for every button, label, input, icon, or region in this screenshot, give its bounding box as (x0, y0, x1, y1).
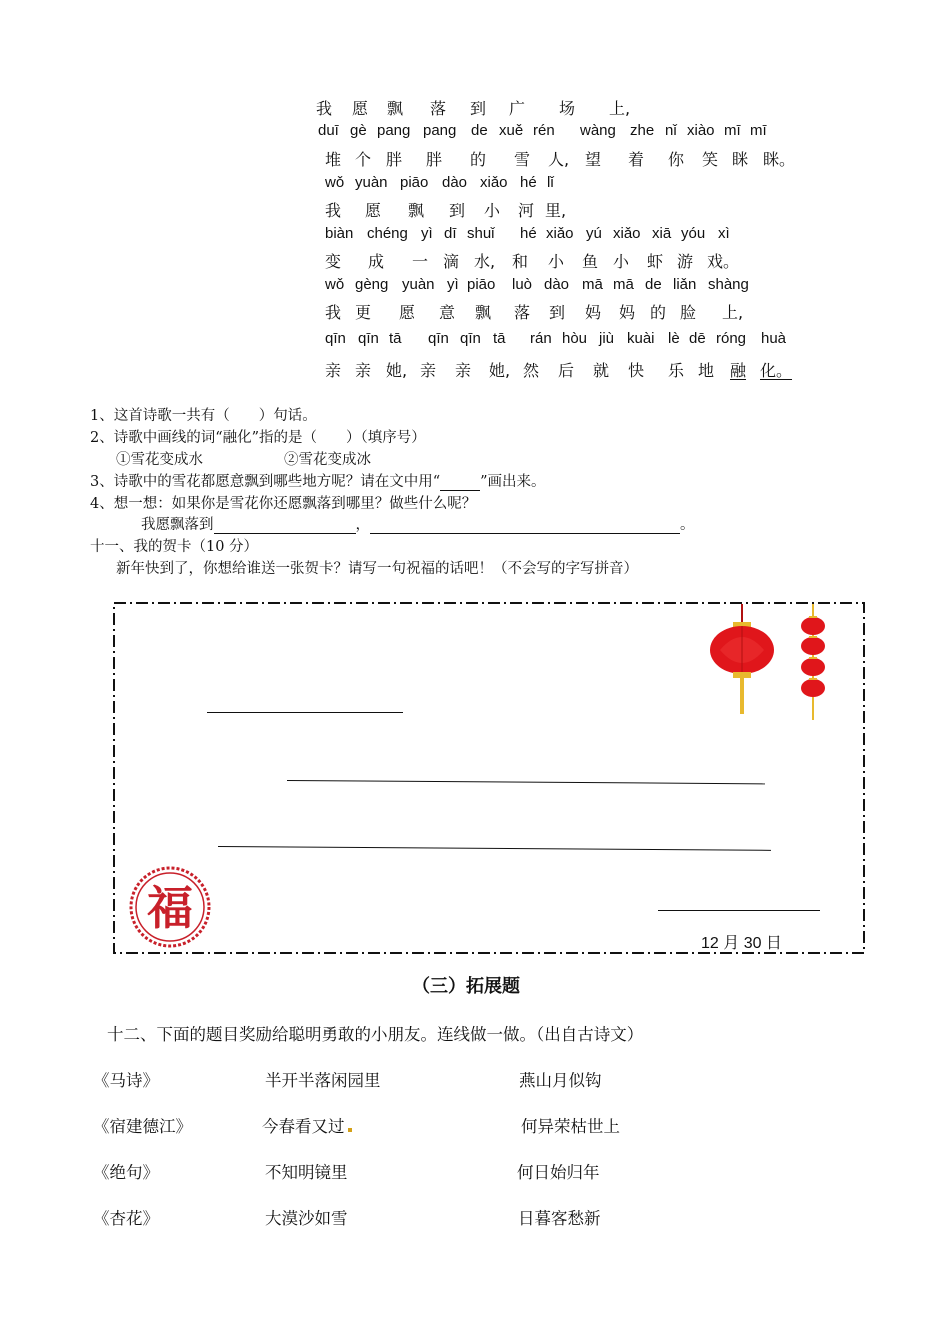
poem-pinyin: pang (377, 122, 411, 139)
poem-char: 里, (545, 201, 567, 220)
poem-char: 飘 (408, 201, 425, 220)
poem-char: 上, (722, 303, 744, 322)
poem-char: 亲 (455, 361, 472, 380)
poem-char: 个 (355, 150, 372, 169)
poem-char: 场 (559, 99, 576, 118)
question-1: 1、这首诗歌一共有（ ）句话。 (90, 408, 317, 424)
poem-char: 我 (316, 99, 333, 118)
poem-char: 戏。 (707, 252, 740, 271)
poem-pinyin: xiào (687, 122, 715, 139)
poem-pinyin: luò (512, 276, 533, 293)
poem-pinyin: yì (447, 276, 459, 293)
poem-pinyin: mī (724, 122, 741, 139)
poem-pinyin: xiǎo (613, 225, 641, 242)
poem-pinyin: dē (689, 330, 706, 347)
poem-line-middle[interactable]: 半开半落闲园里 (265, 1071, 381, 1090)
poem-pinyin: yì (421, 225, 433, 242)
poem-char: 然 (523, 361, 540, 380)
poem-pinyin: xì (718, 225, 730, 242)
poem-pinyin: piāo (467, 276, 496, 293)
poem-pinyin: yuàn (402, 276, 435, 293)
poem-char: 变 (325, 252, 342, 271)
poem-line-middle[interactable]: 不知明镜里 (265, 1163, 348, 1182)
fill-comma: ， (355, 517, 370, 533)
poem-pinyin: qīn (460, 330, 481, 347)
poem-char: 虾 (647, 252, 664, 271)
poem-char: 乐 (668, 361, 685, 380)
section-11-title: 十一、我的贺卡（10 分） (90, 539, 259, 555)
poem-pinyin: mā (582, 276, 603, 293)
poem-char: 意 (439, 303, 456, 322)
poem-char: 人, (548, 150, 570, 169)
poem-pinyin: chéng (367, 225, 408, 242)
poem-char-underlined: 化。 (760, 361, 793, 380)
poem-char: 的 (650, 303, 667, 322)
poem-title: 《马诗》 (93, 1071, 159, 1090)
poem-char: 游 (677, 252, 694, 271)
poem-pinyin: lè (668, 330, 680, 347)
poem-pinyin: duī (318, 122, 339, 139)
underline-sample (440, 490, 480, 491)
big-lantern-icon (708, 604, 778, 716)
poem-char: 妈 (619, 303, 636, 322)
poem-pinyin: qīn (325, 330, 346, 347)
question-3 (90, 470, 546, 491)
poem-char: 快 (628, 361, 645, 380)
poem-pinyin: tā (493, 330, 506, 347)
poem-char-underlined: 融 (730, 361, 747, 380)
question-4-fill (141, 513, 695, 534)
poem-char: 亲 (355, 361, 372, 380)
poem-title: 《宿建德江》 (93, 1117, 192, 1136)
poem-pinyin: dào (442, 174, 468, 191)
poem-pinyin: hé (520, 174, 537, 191)
poem-char: 落 (430, 99, 447, 118)
poem-pinyin: wàng (580, 122, 616, 139)
poem-line-middle[interactable]: 大漠沙如雪 (265, 1209, 348, 1228)
poem-char: 成 (368, 252, 385, 271)
poem-title: 《杏花》 (93, 1209, 159, 1228)
poem-pinyin: gèng (355, 276, 389, 293)
poem-char: 愿 (365, 201, 382, 220)
poem-title: 《绝句》 (93, 1163, 159, 1182)
poem-pinyin: xiǎo (546, 225, 574, 242)
poem-pinyin: tā (389, 330, 402, 347)
poem-char: 愿 (399, 303, 416, 322)
poem-char: 的 (470, 150, 487, 169)
poem-line-right[interactable]: 日暮客愁新 (518, 1209, 601, 1228)
lantern-string-icon (797, 604, 831, 722)
poem-char: 亲 (420, 361, 437, 380)
poem-line-text: 今春看又过 (262, 1117, 345, 1136)
fu-seal-icon (126, 866, 214, 948)
card-signature-line[interactable] (658, 910, 820, 911)
poem-pinyin: biàn (325, 225, 354, 242)
poem-line-middle[interactable] (262, 1113, 352, 1137)
poem-pinyin: lǐ (547, 174, 554, 191)
poem-char: 更 (355, 303, 372, 322)
poem-pinyin: liǎn (673, 276, 697, 293)
poem-pinyin: dào (544, 276, 570, 293)
poem-pinyin: yú (586, 225, 602, 242)
question-4: 4、想一想：如果你是雪花你还愿飘落到哪里？做些什么呢？ (90, 496, 477, 512)
poem-char: 着 (628, 150, 645, 169)
fill-end: 。 (680, 517, 695, 533)
poem-pinyin: wǒ (325, 174, 345, 191)
poem-char: 飘 (387, 99, 404, 118)
poem-char: 她, (386, 361, 408, 380)
poem-char: 我 (325, 201, 342, 220)
poem-char: 雪 (514, 150, 531, 169)
poem-pinyin: kuài (627, 330, 655, 347)
poem-pinyin: gè (350, 122, 367, 139)
poem-char: 她, (489, 361, 511, 380)
poem-char: 胖 (426, 150, 443, 169)
fill-label: 我愿飘落到 (141, 517, 214, 533)
poem-char: 落 (514, 303, 531, 322)
poem-pinyin: qīn (358, 330, 379, 347)
poem-pinyin: pang (423, 122, 457, 139)
poem-pinyin: piāo (400, 174, 429, 191)
poem-char: 广 (509, 99, 526, 118)
poem-pinyin: shuǐ (467, 225, 495, 242)
poem-char: 小 (548, 252, 565, 271)
poem-char: 地 (698, 361, 715, 380)
poem-char: 一 (412, 252, 429, 271)
poem-pinyin: hé (520, 225, 537, 242)
poem-char: 我 (325, 303, 342, 322)
poem-pinyin: mī (750, 122, 767, 139)
poem-pinyin: jiù (599, 330, 615, 347)
poem-char: 脸 (680, 303, 697, 322)
activity-blank[interactable] (370, 517, 680, 534)
poem-line-right[interactable]: 燕山月似钩 (519, 1071, 602, 1090)
poem-pinyin: xiā (652, 225, 672, 242)
poem-char (760, 358, 792, 381)
poem-char: 胖 (386, 150, 403, 169)
poem-char: 妈 (585, 303, 602, 322)
poem-pinyin: mā (613, 276, 634, 293)
extension-title: （三）拓展题 (412, 976, 520, 997)
poem-pinyin: shàng (708, 276, 749, 293)
poem-pinyin: zhe (630, 122, 655, 139)
poem-pinyin: de (471, 122, 488, 139)
poem-char: 滴 (443, 252, 460, 271)
poem-char: 愿 (352, 99, 369, 118)
poem-char: 亲 (325, 361, 342, 380)
question-2-option-1: ①雪花变成水 (116, 452, 203, 468)
extension-instruction: 十二、下面的题目奖励给聪明勇敢的小朋友。连线做一做。（出自古诗文） (107, 1025, 644, 1044)
poem-line-right[interactable]: 何异荣枯世上 (521, 1117, 620, 1136)
poem-pinyin: nǐ (665, 122, 677, 139)
svg-text:福: 福 (147, 881, 193, 935)
poem-char: 笑 (702, 150, 719, 169)
poem-char: 到 (449, 201, 466, 220)
poem-char: 鱼 (582, 252, 599, 271)
poem-char: 到 (470, 99, 487, 118)
card-write-line-1[interactable] (207, 712, 403, 713)
question-2-option-2: ②雪花变成冰 (284, 452, 371, 468)
poem-pinyin: dī (444, 225, 457, 242)
poem-pinyin: rán (530, 330, 552, 347)
poem-pinyin: yóu (681, 225, 706, 242)
poem-char: 小 (484, 201, 501, 220)
poem-char: 眯。 (763, 150, 796, 169)
poem-pinyin: wǒ (325, 276, 345, 293)
question-3-text-end: ”画出来。 (480, 474, 546, 490)
poem-pinyin: xuě (499, 122, 524, 139)
poem-char: 水, (474, 252, 496, 271)
question-3-text: 3、诗歌中的雪花都愿意飘到哪些地方呢？请在文中用“ (90, 474, 441, 490)
poem-char: 小 (613, 252, 630, 271)
poem-char: 你 (668, 150, 685, 169)
poem-char: 眯 (732, 150, 749, 169)
poem-pinyin: xiǎo (480, 174, 508, 191)
mark-dot (348, 1128, 352, 1132)
section-11-prompt: 新年快到了，你想给谁送一张贺卡？请写一句祝福的话吧！（不会写的字写拼音） (116, 561, 638, 577)
poem-char: 堆 (325, 150, 342, 169)
question-2: 2、诗歌中画线的词“融化”指的是（ ）（填序号） (90, 430, 426, 446)
poem-char: 望 (585, 150, 602, 169)
poem-char: 上, (609, 99, 631, 118)
poem-char: 和 (512, 252, 529, 271)
poem-char: 就 (593, 361, 610, 380)
poem-char: 后 (558, 361, 575, 380)
poem-char: 到 (549, 303, 566, 322)
poem-char: 飘 (475, 303, 492, 322)
poem-char: 河 (518, 201, 535, 220)
card-date: 12 月 30 日 (701, 935, 782, 952)
poem-pinyin: hòu (562, 330, 588, 347)
poem-pinyin: qīn (428, 330, 449, 347)
poem-pinyin: róng (716, 330, 747, 347)
poem-line-right[interactable]: 何日始归年 (517, 1163, 600, 1182)
poem-pinyin: yuàn (355, 174, 388, 191)
poem-pinyin: de (645, 276, 662, 293)
poem-pinyin: huà (761, 330, 787, 347)
poem-pinyin: rén (533, 122, 555, 139)
place-blank[interactable] (214, 517, 356, 534)
